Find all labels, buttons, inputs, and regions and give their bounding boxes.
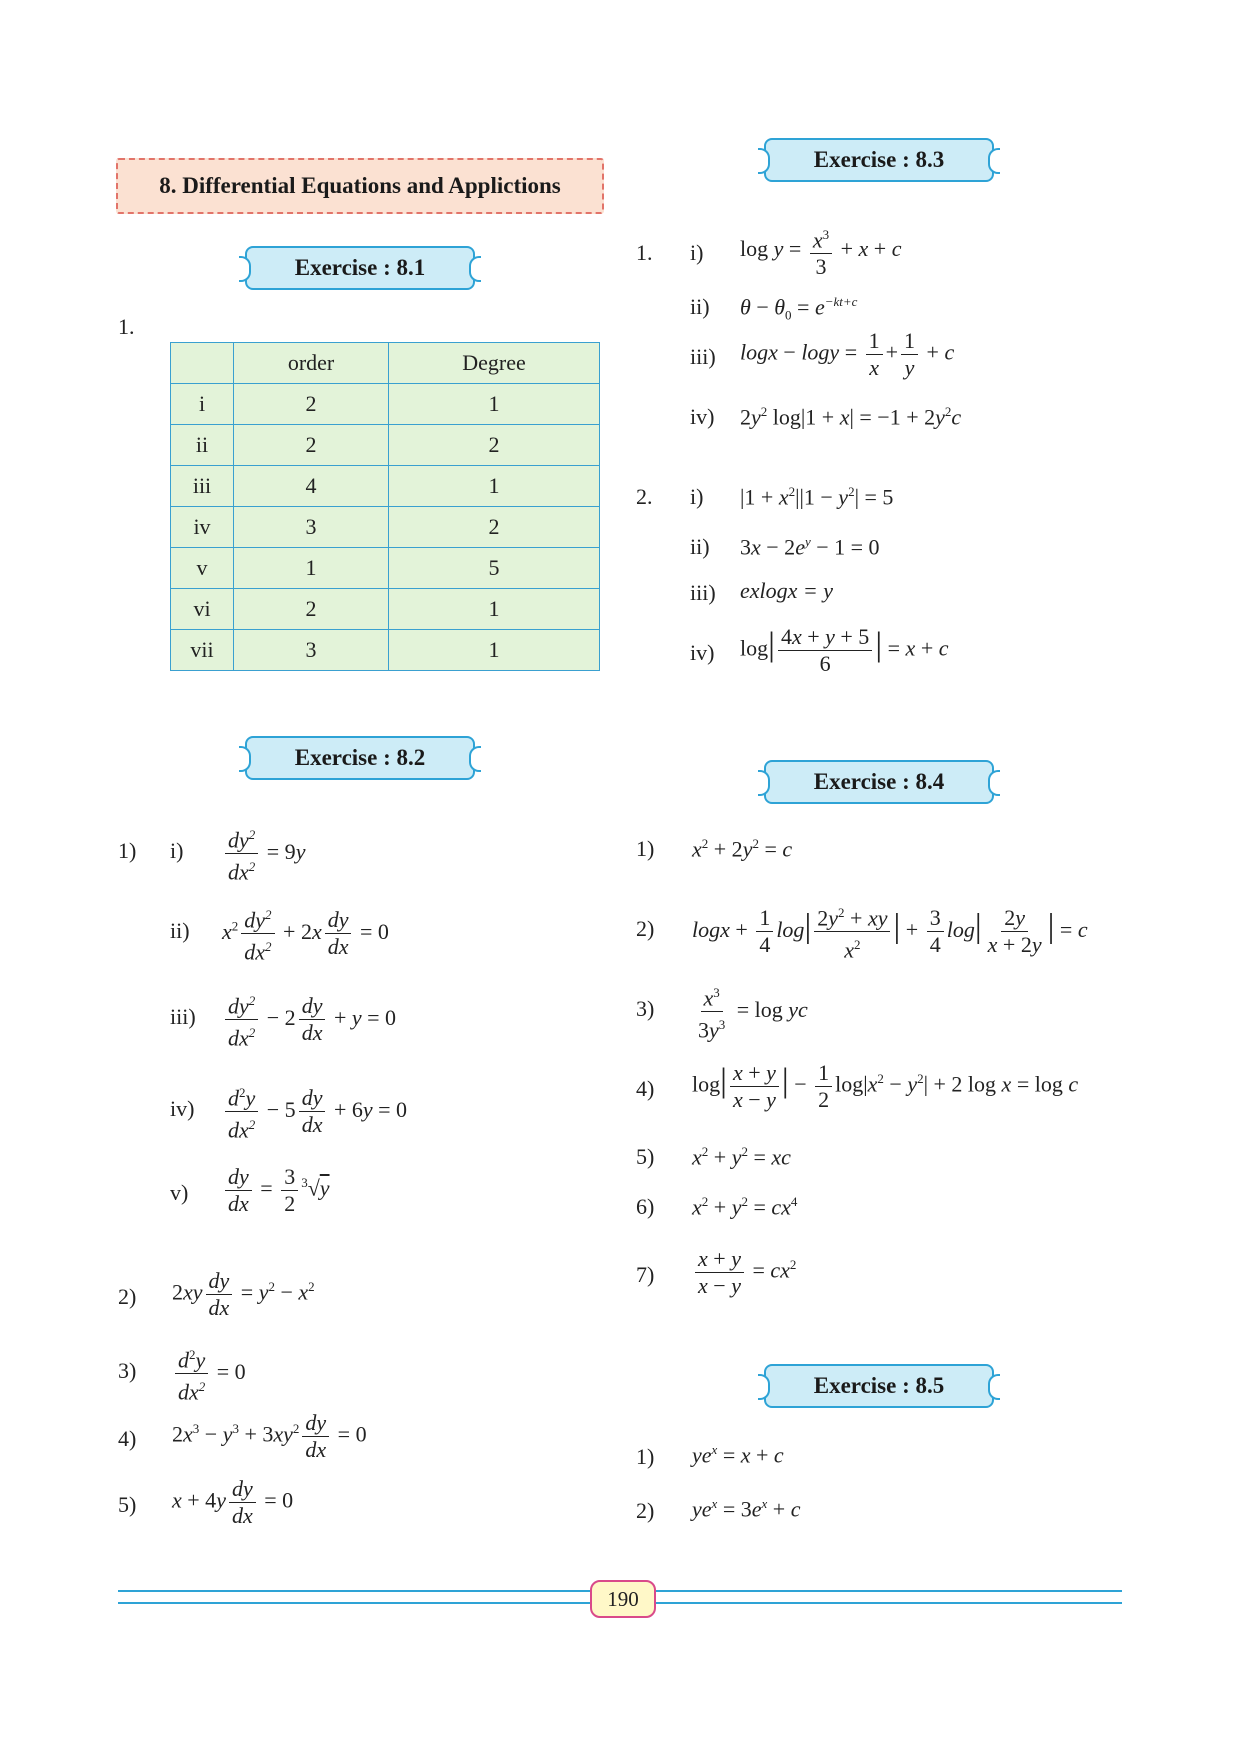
question-number: 2)	[636, 1498, 655, 1523]
question-number: 2)	[118, 1284, 137, 1309]
question-number: 3)	[118, 1358, 137, 1383]
table-cell: vii	[171, 630, 234, 671]
subpart-label: iii)	[690, 344, 716, 369]
answer-equation: $\theta - \theta_0 = e^{-kt+c}$	[740, 294, 858, 323]
table-row	[171, 548, 600, 589]
table-cell: 4	[234, 466, 389, 507]
table-cell: 1	[389, 384, 600, 425]
subpart-label: ii)	[690, 294, 710, 319]
table-row	[171, 589, 600, 630]
answer-equation: $\frac{x^3}{3y^3}$ = log yc	[692, 980, 808, 1044]
answer-equation: $\frac{x + y}{x - y}$ = $cx^2$	[692, 1246, 796, 1299]
answer-equation: log y = $\frac{x^3}{3}$ + x + c	[740, 222, 901, 280]
subpart-label: iii)	[170, 1004, 196, 1029]
answer-equation: $|1 + x^2||1 - y^2| = 5$	[740, 484, 894, 510]
question-number: 3)	[636, 996, 655, 1021]
exercise-8-3-heading	[764, 138, 994, 182]
question-number: 1.	[636, 240, 653, 265]
table-cell: 1	[389, 589, 600, 630]
table-header-cell	[171, 343, 234, 384]
question-number: 2.	[636, 484, 653, 509]
exercise-title: Exercise : 8.1	[294, 255, 426, 280]
subpart-label: v)	[170, 1180, 189, 1205]
answer-equation: log| $\frac{4x + y + 5}{6}$ | = x + c	[740, 624, 949, 676]
subpart-label: iv)	[690, 640, 715, 665]
exercise-title: Exercise : 8.3	[813, 147, 945, 172]
subpart-label: iv)	[690, 404, 715, 429]
table-cell: 1	[234, 548, 389, 589]
table-cell: 2	[234, 425, 389, 466]
answer-equation: $\frac{dy^2}{dx^2}$ = 9y	[222, 822, 305, 886]
answer-equation: $2x^3 - y^3 + 3xy^2$ $\frac{dy}{dx}$ = 0	[172, 1410, 367, 1462]
answer-equation: $x^2 + y^2$ = xc	[692, 1144, 791, 1170]
answer-equation: x + 4y $\frac{dy}{dx}$ = 0	[172, 1476, 294, 1528]
table-cell: i	[171, 384, 234, 425]
answer-equation: $\frac{d^2y}{dx^2}$ = 0	[172, 1342, 246, 1406]
question-number: 5)	[118, 1492, 137, 1517]
table-cell: iii	[171, 466, 234, 507]
answer-equation: logx − logy = $\frac{1}{x}$ + $\frac{1}{y}$ + c	[740, 328, 955, 380]
subpart-label: iv)	[170, 1096, 195, 1121]
exercise-8-5-heading	[764, 1364, 994, 1408]
answer-equation: 2xy $\frac{dy}{dx}$ = $y^2 - x^2$	[172, 1268, 315, 1320]
answer-equation: $2y^2$ $\log|1 + x| = -1 + 2y^2c$	[740, 404, 962, 430]
answer-equation: $\frac{dy^2}{dx^2}$ − 2 $\frac{dy}{dx}$ + y = 0	[222, 988, 396, 1052]
question-number: 4)	[636, 1076, 655, 1101]
answer-equation: $ye^x = 3e^x + c$	[692, 1496, 801, 1522]
table-cell: vi	[171, 589, 234, 630]
question-number: 1)	[636, 1444, 655, 1469]
question-number: 1)	[636, 836, 655, 861]
question-number: 1)	[118, 838, 137, 863]
banner-notch-left	[239, 256, 251, 282]
table-cell: ii	[171, 425, 234, 466]
table-row	[171, 466, 600, 507]
answer-equation: $3x - 2e^y - 1 = 0$	[740, 534, 880, 560]
exercise-title: Exercise : 8.2	[294, 745, 426, 770]
order-degree-table	[170, 342, 600, 671]
table-cell: 3	[234, 507, 389, 548]
table-header-cell: Degree	[389, 343, 600, 384]
banner-notch-left	[758, 148, 770, 174]
subpart-label: i)	[690, 240, 704, 265]
table-cell: v	[171, 548, 234, 589]
table-header-cell: order	[234, 343, 389, 384]
subpart-label: i)	[170, 838, 184, 863]
answer-equation: logx + $\frac{1}{4}$ log| $\frac{2y^2 + xy}{x^2}$ | + $\frac{3}{4}$ log| $\frac{2y}{x + 2y}$ | = c	[692, 900, 1088, 964]
banner-notch-right	[469, 746, 481, 772]
answer-equation: $\frac{dy}{dx}$ = $\frac{3}{2}$ $^3$√y	[222, 1164, 330, 1217]
table-cell: 3	[234, 630, 389, 671]
table-cell: 2	[234, 589, 389, 630]
table-cell: 1	[389, 466, 600, 507]
exercise-title: Exercise : 8.4	[813, 769, 945, 794]
answer-equation: $x^2 + 2y^2 = c$	[692, 836, 793, 862]
table-cell: 5	[389, 548, 600, 589]
question-number: 1.	[118, 314, 135, 339]
exercise-title: Exercise : 8.5	[813, 1373, 945, 1398]
page-number: 190	[590, 1580, 656, 1618]
table-cell: 2	[234, 384, 389, 425]
table-row	[171, 425, 600, 466]
exercise-8-4-heading	[764, 760, 994, 804]
question-number: 4)	[118, 1426, 137, 1451]
banner-notch-right	[988, 1374, 1000, 1400]
answer-equation: log| $\frac{x + y}{x - y}$ | − $\frac{1}{2}$ $\log|x^2 - y^2| + 2$ log x = log c	[692, 1060, 1079, 1112]
banner-notch-right	[988, 770, 1000, 796]
chapter-title: 8. Differential Equations and Applictions	[116, 158, 604, 214]
table-cell: 2	[389, 425, 600, 466]
banner-notch-right	[988, 148, 1000, 174]
question-number: 6)	[636, 1194, 655, 1219]
exercise-8-1-heading	[245, 246, 475, 290]
table-cell: 2	[389, 507, 600, 548]
answer-equation: $x^2$ $\frac{dy^2}{dx^2}$ + 2x $\frac{dy}{dx}$ = 0	[222, 902, 389, 966]
banner-notch-left	[758, 770, 770, 796]
exercise-8-2-heading	[245, 736, 475, 780]
answer-equation: $x^2 + y^2 = cx^4$	[692, 1194, 798, 1220]
question-number: 2)	[636, 916, 655, 941]
table-row	[171, 384, 600, 425]
subpart-label: i)	[690, 484, 704, 509]
banner-notch-right	[469, 256, 481, 282]
answer-equation: exlogx = y	[740, 578, 834, 603]
answer-equation: $ye^x = x + c$	[692, 1442, 784, 1468]
table-cell: iv	[171, 507, 234, 548]
table-row	[171, 630, 600, 671]
table-header-row	[171, 343, 600, 384]
table-cell: 1	[389, 630, 600, 671]
subpart-label: iii)	[690, 580, 716, 605]
table-row	[171, 507, 600, 548]
banner-notch-left	[239, 746, 251, 772]
subpart-label: ii)	[690, 534, 710, 559]
question-number: 5)	[636, 1144, 655, 1169]
question-number: 7)	[636, 1262, 655, 1287]
subpart-label: ii)	[170, 918, 190, 943]
banner-notch-left	[758, 1374, 770, 1400]
answer-equation: $\frac{d^2y}{dx^2}$ − 5 $\frac{dy}{dx}$ + 6y = 0	[222, 1080, 407, 1144]
